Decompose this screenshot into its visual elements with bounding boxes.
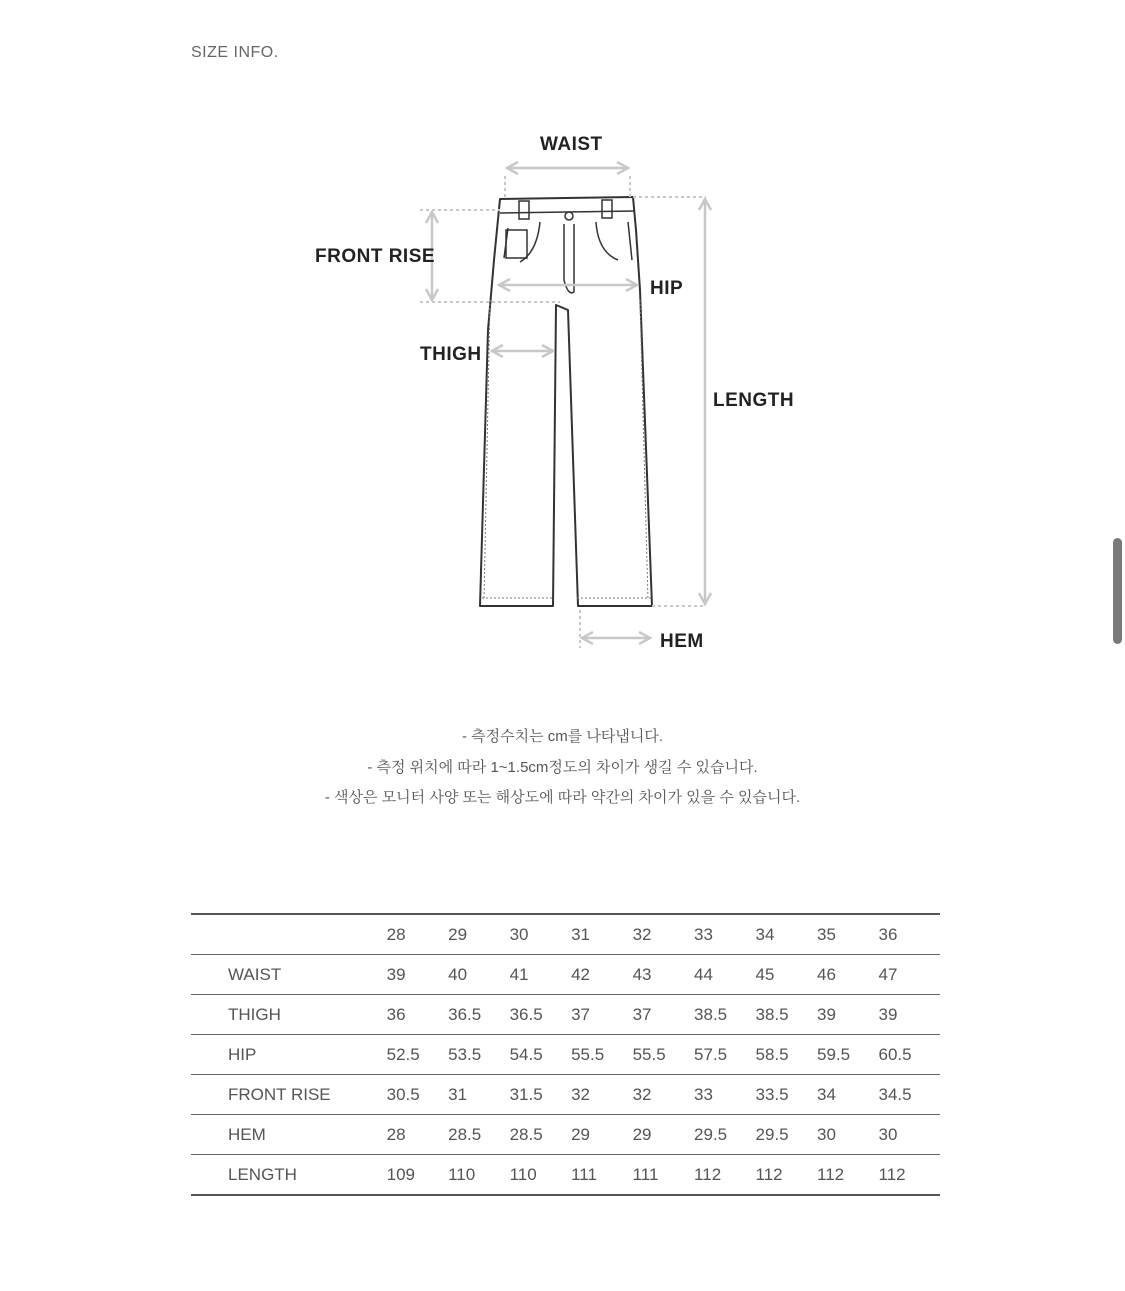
- table-cell: 53.5: [448, 1035, 509, 1075]
- table-cell: 110: [448, 1155, 509, 1196]
- table-cell: 28.5: [510, 1115, 571, 1155]
- table-cell: 34: [817, 1075, 878, 1115]
- table-cell: 36.5: [510, 995, 571, 1035]
- row-label: LENGTH: [191, 1155, 387, 1196]
- section-title: SIZE INFO.: [191, 44, 279, 61]
- table-row: [191, 1035, 940, 1075]
- measurement-notes: [0, 722, 1125, 814]
- size-header: 35: [817, 914, 878, 955]
- table-cell: 46: [817, 955, 878, 995]
- table-cell: 29: [571, 1115, 632, 1155]
- size-header: 34: [756, 914, 817, 955]
- table-cell: 41: [510, 955, 571, 995]
- table-cell: 32: [571, 1075, 632, 1115]
- table-cell: 37: [633, 995, 694, 1035]
- table-cell: 37: [571, 995, 632, 1035]
- size-header-row: [191, 914, 940, 955]
- table-cell: 33: [694, 1075, 755, 1115]
- row-label: WAIST: [191, 955, 387, 995]
- label-front-rise: FRONT RISE: [315, 246, 436, 267]
- table-cell: 36.5: [448, 995, 509, 1035]
- table-cell: 31.5: [510, 1075, 571, 1115]
- table-cell: 30: [817, 1115, 878, 1155]
- table-cell: 111: [633, 1155, 694, 1196]
- table-cell: 112: [879, 1155, 941, 1196]
- table-cell: 33.5: [756, 1075, 817, 1115]
- table-cell: 39: [879, 995, 941, 1035]
- table-cell: 39: [387, 955, 448, 995]
- label-thigh: THIGH: [420, 344, 482, 365]
- label-length: LENGTH: [713, 390, 795, 411]
- table-row: [191, 1115, 940, 1155]
- table-cell: 47: [879, 955, 941, 995]
- table-cell: 112: [694, 1155, 755, 1196]
- table-cell: 112: [756, 1155, 817, 1196]
- table-cell: 110: [510, 1155, 571, 1196]
- table-cell: 30: [879, 1115, 941, 1155]
- table-cell: 54.5: [510, 1035, 571, 1075]
- row-label: HEM: [191, 1115, 387, 1155]
- table-cell: 34.5: [879, 1075, 941, 1115]
- table-corner: [191, 914, 387, 955]
- table-cell: 40: [448, 955, 509, 995]
- table-cell: 44: [694, 955, 755, 995]
- size-table: [191, 913, 940, 1196]
- table-cell: 38.5: [756, 995, 817, 1035]
- row-label: THIGH: [191, 995, 387, 1035]
- label-hem: HEM: [660, 631, 704, 652]
- label-hip: HIP: [650, 278, 684, 299]
- size-header: 31: [571, 914, 632, 955]
- table-cell: 42: [571, 955, 632, 995]
- table-cell: 109: [387, 1155, 448, 1196]
- table-cell: 43: [633, 955, 694, 995]
- vertical-scrollbar[interactable]: [1113, 538, 1122, 644]
- table-cell: 60.5: [879, 1035, 941, 1075]
- table-cell: 55.5: [633, 1035, 694, 1075]
- table-cell: 55.5: [571, 1035, 632, 1075]
- table-cell: 59.5: [817, 1035, 878, 1075]
- table-row: [191, 1155, 940, 1196]
- note-line: - 색상은 모니터 사양 또는 해상도에 따라 약간의 차이가 있을 수 있습니다.: [324, 789, 801, 806]
- table-cell: 36: [387, 995, 448, 1035]
- note-line: - 측정 위치에 따라 1~1.5cm정도의 차이가 생길 수 있습니다.: [367, 758, 758, 776]
- table-cell: 29.5: [694, 1115, 755, 1155]
- table-row: [191, 955, 940, 995]
- row-label: HIP: [191, 1035, 387, 1075]
- table-cell: 111: [571, 1155, 632, 1196]
- table-cell: 32: [633, 1075, 694, 1115]
- table-cell: 29.5: [756, 1115, 817, 1155]
- table-cell: 58.5: [756, 1035, 817, 1075]
- table-cell: 57.5: [694, 1035, 755, 1075]
- label-waist: WAIST: [540, 134, 603, 155]
- size-header: 32: [633, 914, 694, 955]
- size-header: 33: [694, 914, 755, 955]
- table-cell: 45: [756, 955, 817, 995]
- table-cell: 28.5: [448, 1115, 509, 1155]
- size-header: 30: [510, 914, 571, 955]
- size-header: 29: [448, 914, 509, 955]
- table-cell: 112: [817, 1155, 878, 1196]
- size-header: 36: [879, 914, 941, 955]
- table-cell: 52.5: [387, 1035, 448, 1075]
- table-row: [191, 1075, 940, 1115]
- note-line: - 측정수치는 cm를 나타냅니다.: [461, 728, 664, 745]
- table-cell: 31: [448, 1075, 509, 1115]
- table-row: [191, 995, 940, 1035]
- table-cell: 29: [633, 1115, 694, 1155]
- size-header: 28: [387, 914, 448, 955]
- table-cell: 30.5: [387, 1075, 448, 1115]
- table-cell: 39: [817, 995, 878, 1035]
- table-cell: 28: [387, 1115, 448, 1155]
- table-cell: 38.5: [694, 995, 755, 1035]
- row-label: FRONT RISE: [191, 1075, 387, 1115]
